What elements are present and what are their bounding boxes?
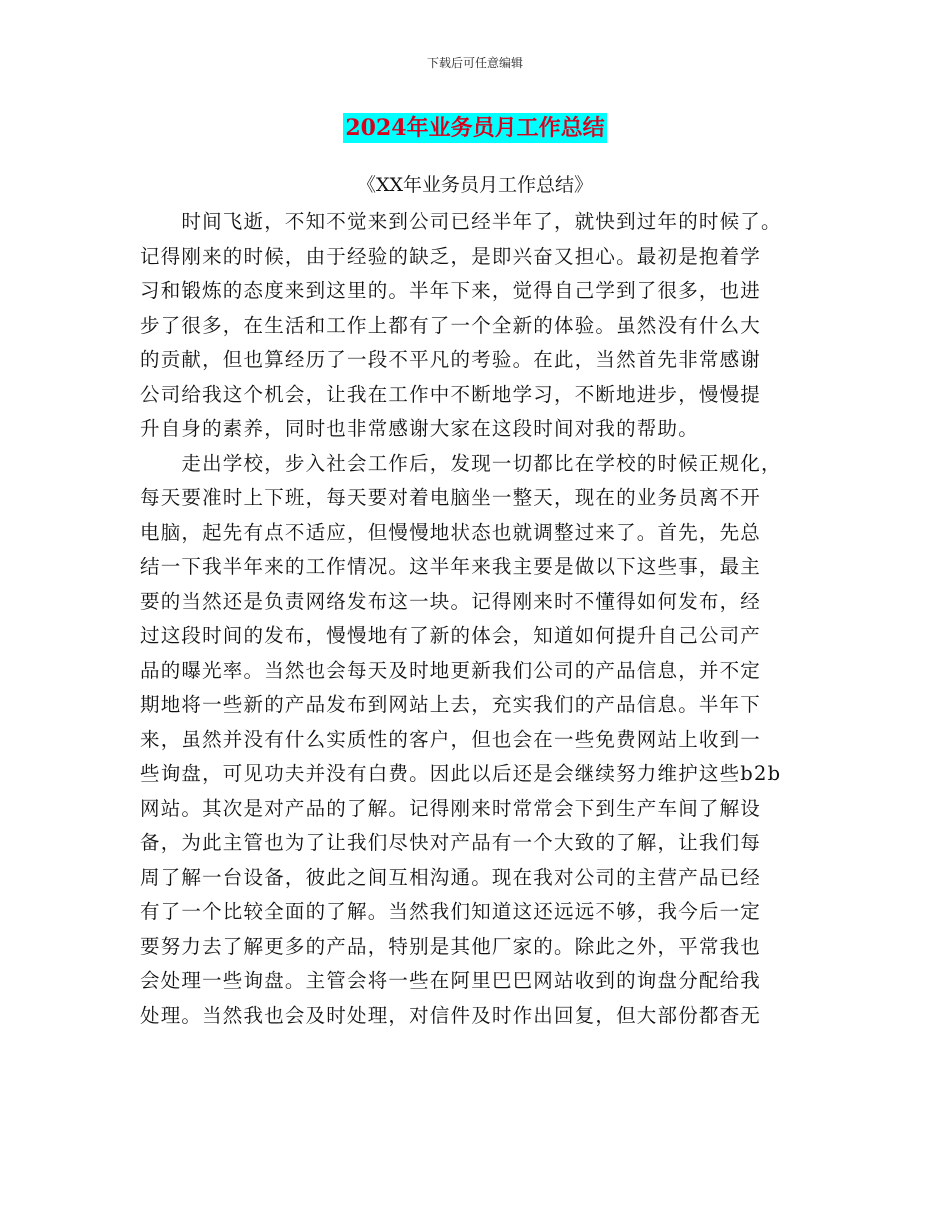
text-line: 会处理一些询盘。主管会将一些在阿里巴巴网站收到的询盘分配给我 (140, 969, 762, 992)
text-line: 的贡献，但也算经历了一段不平凡的考验。在此，当然首先非常感谢 (140, 348, 762, 371)
text-line: 网站。其次是对产品的了解。记得刚来时常常会下到生产车间了解设 (140, 796, 762, 820)
text-line: 每天要准时上下班，每天要对着电脑坐一整天，现在的业务员离不开 (140, 486, 762, 509)
header-note: 下载后可任意编辑 (426, 56, 523, 70)
title-container (0, 113, 950, 143)
text-line: 走出学校，步入社会工作后，发现一切都比在学校的时候正规化， (140, 451, 782, 475)
text-line: 结一下我半年来的工作情况。这半年来我主要是做以下这些事，最主 (140, 555, 762, 578)
text-line: 步了很多，在生活和工作上都有了一个全新的体验。虽然没有什么大 (140, 313, 762, 337)
text-line: 电脑，起先有点不适应，但慢慢地状态也就调整过来了。首先，先总 (140, 520, 762, 544)
text-line: 期地将一些新的产品发布到网站上去，充实我们的产品信息。半年下 (140, 693, 762, 716)
text-line: 过这段时间的发布，慢慢地有了新的体会，知道如何提升自己公司产 (140, 624, 762, 647)
text-line: 要的当然还是负责网络发布这一块。记得刚来时不懂得如何发布，经 (140, 589, 762, 613)
text-line: 备，为此主管也为了让我们尽快对产品有一个大致的了解，让我们每 (140, 831, 762, 854)
text-line: 升自身的素养，同时也非常感谢大家在这段时间对我的帮助。 (140, 417, 699, 440)
text-line: 周了解一台设备，彼此之间互相沟通。现在我对公司的主营产品已经 (140, 865, 762, 889)
text-line: 要努力去了解更多的产品，特别是其他厂家的。除此之外，平常我也 (140, 934, 762, 958)
body-text (140, 205, 812, 1033)
text-line: 习和锻炼的态度来到这里的。半年下来，觉得自己学到了很多，也进 (140, 279, 762, 302)
text-line: 时间飞逝，不知不觉来到公司已经半年了，就快到过年的时候了。 (140, 210, 782, 233)
text-line: 公司给我这个机会，让我在工作中不断地学习，不断地进步，慢慢提 (140, 382, 762, 406)
document-subtitle: 《XX年业务员月工作总结》 (356, 174, 594, 196)
text-line: 处理。当然我也会及时处理，对信件及时作出回复，但大部份都杳无 (140, 1003, 762, 1027)
text-line: 来，虽然并没有什么实质性的客户，但也会在一些免费网站上收到一 (140, 727, 762, 751)
text-line: 记得刚来的时候，由于经验的缺乏，是即兴奋又担心。最初是抱着学 (140, 244, 762, 268)
text-line: 品的曝光率。当然也会每天及时地更新我们公司的产品信息，并不定 (140, 658, 762, 682)
document-title: 2024年业务员月工作总结 (345, 115, 605, 141)
text-line: 有了一个比较全面的了解。当然我们知道这还远远不够，我今后一定 (140, 900, 762, 923)
text-line: 些询盘，可见功夫并没有白费。因此以后还是会继续努力维护这些b2b (140, 762, 782, 785)
